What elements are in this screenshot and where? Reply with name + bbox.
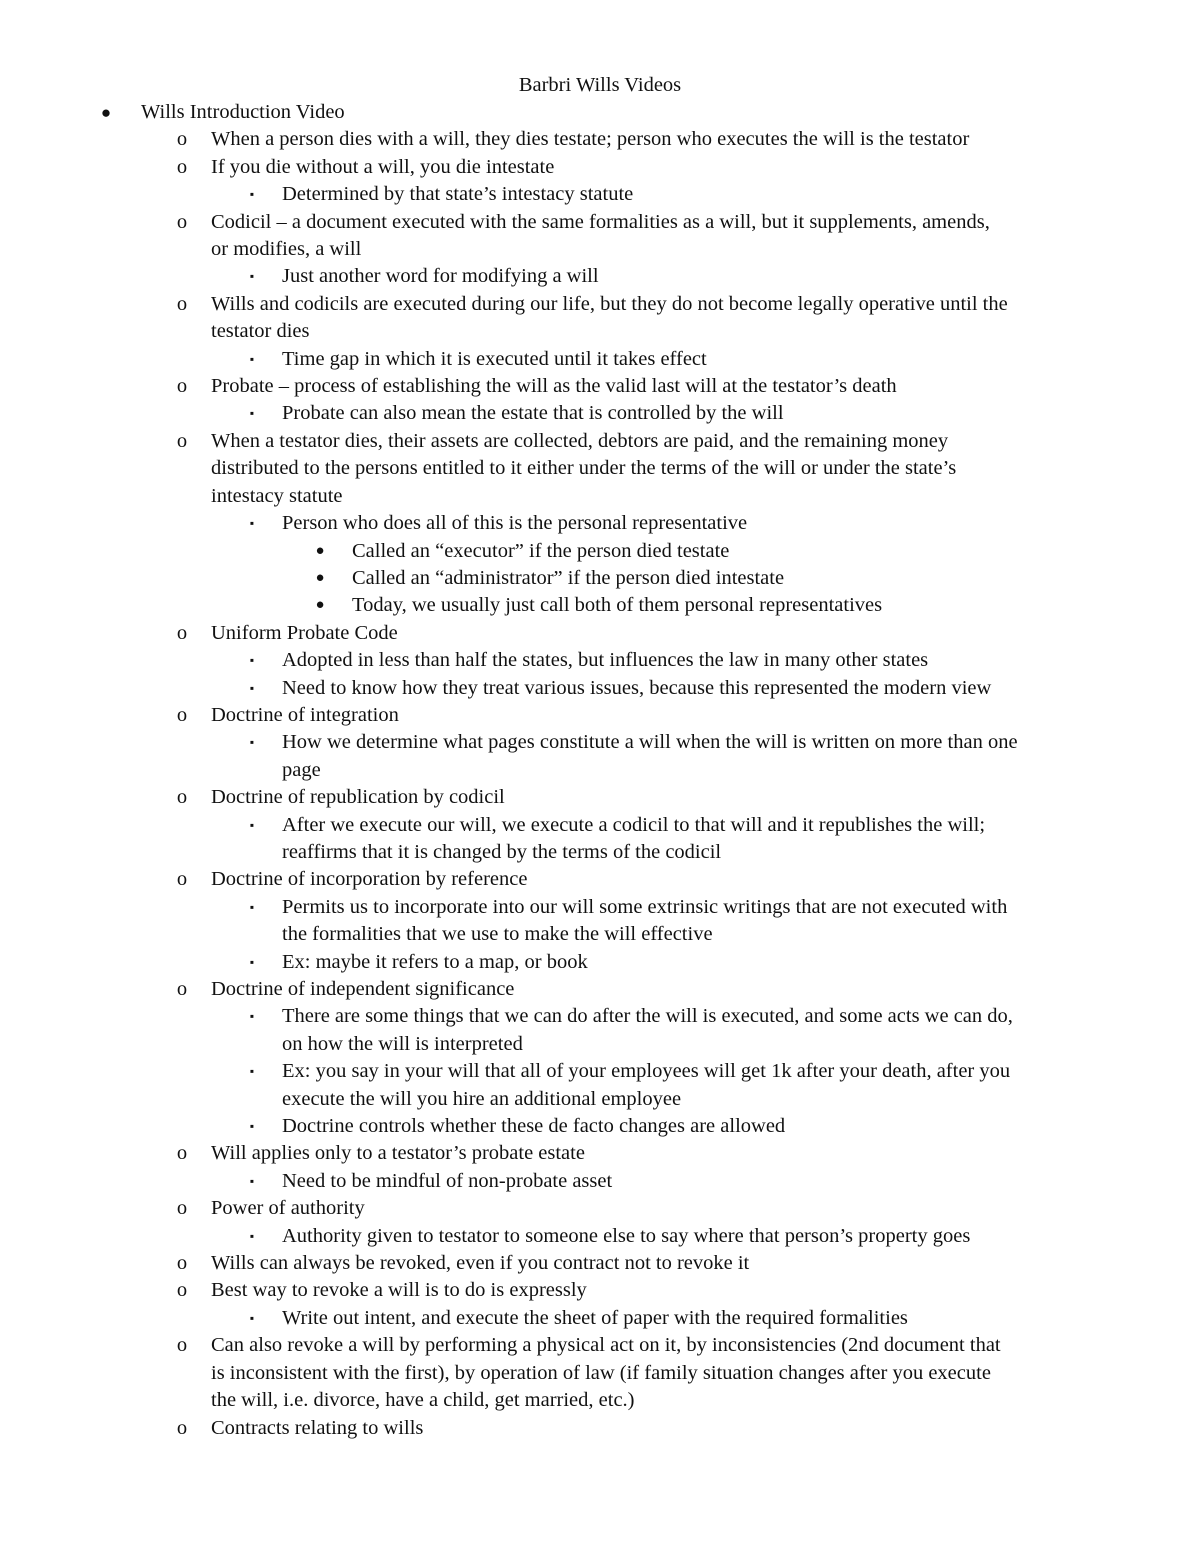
outline-item-level-4	[0, 538, 1200, 565]
outline-item-level-3	[0, 263, 1200, 290]
outline-item-text: Codicil – a document executed with the same formalities as a will, but it supplements, amends,	[211, 210, 990, 233]
bullet-icon: ●	[315, 597, 325, 614]
bullet-icon: ▪	[249, 817, 255, 832]
outline-item-text: Time gap in which it is executed until it takes effect	[282, 347, 707, 370]
outline-item-level-3	[0, 1113, 1200, 1140]
outline-item-text: Uniform Probate Code	[211, 621, 398, 644]
outline-item-text: When a testator dies, their assets are collected, debtors are paid, and the remaining money	[211, 429, 949, 452]
outline-item-text: Called an “executor” if the person died testate	[352, 539, 730, 562]
outline-item-text: Wills can always be revoked, even if you contract not to revoke it	[211, 1252, 750, 1275]
outline-item-continuation	[0, 1360, 1200, 1387]
outline-item-text: Ex: maybe it refers to a map, or book	[282, 950, 588, 973]
outline-item-text: Person who does all of this is the personal representative	[282, 512, 748, 535]
outline-item-level-3	[0, 894, 1200, 921]
bullet-icon: ▪	[249, 735, 255, 750]
outline-item-continuation	[0, 318, 1200, 345]
outline-item-text: Need to be mindful of non-probate asset	[282, 1169, 613, 1192]
outline-item-text: Need to know how they treat various issues, because this represented the modern view	[282, 676, 992, 699]
outline-item-text: the formalities that we use to make the will effective	[282, 923, 713, 946]
bullet-icon: ●	[315, 569, 325, 586]
outline-item-text: Today, we usually just call both of them personal representatives	[352, 594, 883, 617]
outline-item-level-4	[0, 565, 1200, 592]
outline-item-text: testator dies	[211, 320, 310, 343]
bullet-icon: ▪	[249, 1173, 255, 1188]
bullet-icon: o	[176, 786, 188, 809]
outline-item-level-3	[0, 1058, 1200, 1085]
outline-item-text: Permits us to incorporate into our will some extrinsic writings that are not executed with	[282, 895, 1008, 918]
bullet-icon: ▪	[249, 1310, 255, 1325]
outline-item-level-2	[0, 866, 1200, 893]
outline-item-text: Authority given to testator to someone else to say where that person’s property goes	[282, 1224, 971, 1247]
outline-item-text: Wills Introduction Video	[141, 101, 345, 123]
outline-item-continuation	[0, 483, 1200, 510]
outline-item-level-3	[0, 181, 1200, 208]
outline-item-level-2	[0, 373, 1200, 400]
outline-item-level-1	[0, 99, 1200, 126]
bullet-icon: o	[176, 1252, 188, 1275]
document-title: Barbri Wills Videos	[518, 74, 682, 96]
outline-item-level-2	[0, 1332, 1200, 1359]
bullet-icon: o	[176, 703, 188, 726]
outline-item-level-3	[0, 1305, 1200, 1332]
document-page	[0, 72, 1200, 1442]
bullet-icon: ▪	[249, 269, 255, 284]
outline-item-text: Called an “administrator” if the person died intestate	[352, 566, 785, 589]
bullet-icon: o	[176, 621, 188, 644]
outline-item-level-3	[0, 510, 1200, 537]
bullet-icon: o	[176, 292, 188, 315]
bullet-icon: o	[176, 128, 188, 151]
outline-item-text: If you die without a will, you die intestate	[211, 155, 555, 178]
outline-item-text: After we execute our will, we execute a codicil to that will and it republishes the will;	[282, 813, 986, 836]
outline-item-level-3	[0, 400, 1200, 427]
outline-item-text: distributed to the persons entitled to it either under the terms of the will or under the state’s	[211, 457, 957, 480]
outline-item-level-3	[0, 1223, 1200, 1250]
outline-list	[0, 99, 1200, 1442]
outline-item-level-2	[0, 428, 1200, 455]
outline-item-text: the will, i.e. divorce, have a child, get married, etc.)	[211, 1389, 635, 1412]
outline-item-text: Doctrine of republication by codicil	[211, 786, 505, 809]
outline-item-continuation	[0, 236, 1200, 263]
outline-item-text: Doctrine of incorporation by reference	[211, 868, 528, 891]
outline-item-text: is inconsistent with the first), by operation of law (if family situation changes after you execute	[211, 1361, 991, 1384]
outline-item-level-3	[0, 1168, 1200, 1195]
bullet-icon: ●	[315, 542, 325, 559]
outline-item-continuation	[0, 757, 1200, 784]
bullet-icon: o	[176, 868, 188, 891]
outline-item-continuation	[0, 1031, 1200, 1058]
bullet-icon: o	[176, 375, 188, 398]
outline-item-level-2	[0, 1250, 1200, 1277]
outline-item-level-3	[0, 1003, 1200, 1030]
outline-item-level-2	[0, 1277, 1200, 1304]
outline-item-text: on how the will is interpreted	[282, 1032, 523, 1055]
bullet-icon: o	[176, 978, 188, 1000]
outline-item-level-3	[0, 729, 1200, 756]
outline-item-text: Ex: you say in your will that all of your employees will get 1k after your death, after you	[282, 1060, 1011, 1083]
outline-item-text: When a person dies with a will, they dies testate; person who executes the will is the testator	[211, 128, 970, 151]
bullet-icon: ▪	[249, 680, 255, 695]
bullet-icon: ▪	[249, 1228, 255, 1243]
outline-item-text: Determined by that state’s intestacy statute	[282, 183, 634, 206]
outline-item-text: Probate can also mean the estate that is controlled by the will	[282, 402, 784, 425]
outline-item-level-3	[0, 949, 1200, 976]
outline-item-text: Doctrine controls whether these de facto changes are allowed	[282, 1115, 786, 1138]
outline-item-level-2	[0, 976, 1200, 1003]
outline-item-text: There are some things that we can do after the will is executed, and some acts we can do,	[282, 1005, 1013, 1028]
outline-item-level-2	[0, 784, 1200, 811]
bullet-icon: o	[176, 1279, 188, 1302]
bullet-icon: ▪	[249, 899, 255, 914]
bullet-icon: o	[176, 155, 188, 178]
outline-item-level-2	[0, 291, 1200, 318]
bullet-icon: o	[176, 210, 188, 233]
bullet-icon: ▪	[249, 187, 255, 202]
outline-item-text: Wills and codicils are executed during our life, but they do not become legally operative until the	[211, 292, 1008, 315]
bullet-icon: ▪	[249, 406, 255, 421]
outline-item-level-2	[0, 1195, 1200, 1222]
outline-item-level-2	[0, 1415, 1200, 1442]
outline-item-text: intestacy statute	[211, 484, 343, 507]
outline-item-level-2	[0, 1140, 1200, 1167]
outline-item-text: Power of authority	[211, 1197, 365, 1220]
bullet-icon: o	[176, 1142, 188, 1165]
outline-item-text: Adopted in less than half the states, but influences the law in many other states	[282, 649, 929, 672]
outline-item-text: Can also revoke a will by performing a physical act on it, by inconsistencies (2nd document that	[211, 1334, 1001, 1357]
outline-item-level-2	[0, 620, 1200, 647]
outline-item-level-2	[0, 154, 1200, 181]
outline-item-text: Will applies only to a testator’s probate estate	[211, 1142, 585, 1165]
outline-item-level-4	[0, 592, 1200, 619]
bullet-icon: o	[176, 1197, 188, 1220]
bullet-icon: ▪	[249, 351, 255, 366]
bullet-icon: ●	[100, 103, 112, 122]
bullet-icon: ▪	[249, 516, 255, 531]
bullet-icon: ▪	[249, 954, 255, 969]
outline-item-text: Best way to revoke a will is to do is expressly	[211, 1279, 587, 1302]
outline-item-continuation	[0, 455, 1200, 482]
outline-item-text: Write out intent, and execute the sheet of paper with the required formalities	[282, 1306, 908, 1329]
outline-item-text: reaffirms that it is changed by the terms of the codicil	[282, 840, 722, 863]
outline-item-continuation	[0, 921, 1200, 948]
bullet-icon: ▪	[249, 653, 255, 668]
outline-item-level-2	[0, 209, 1200, 236]
bullet-icon: ▪	[249, 1064, 255, 1079]
outline-item-text: Probate – process of establishing the will as the valid last will at the testator’s death	[211, 375, 897, 398]
outline-item-level-3	[0, 647, 1200, 674]
outline-item-text: How we determine what pages constitute a will when the will is written on more than one	[282, 731, 1018, 754]
outline-item-text: Doctrine of integration	[211, 703, 399, 726]
bullet-icon: o	[176, 1416, 188, 1439]
outline-item-text: or modifies, a will	[211, 238, 362, 261]
outline-item-continuation	[0, 839, 1200, 866]
outline-item-continuation	[0, 1086, 1200, 1113]
outline-item-level-2	[0, 126, 1200, 153]
outline-item-text: Doctrine of independent significance	[211, 978, 515, 1000]
outline-item-level-3	[0, 675, 1200, 702]
outline-item-text: execute the will you hire an additional employee	[282, 1087, 682, 1110]
outline-item-text: Just another word for modifying a will	[282, 265, 599, 288]
outline-item-continuation	[0, 1387, 1200, 1414]
outline-item-level-2	[0, 702, 1200, 729]
bullet-icon: o	[176, 429, 188, 452]
bullet-icon: ▪	[249, 1119, 255, 1134]
outline-item-level-3	[0, 346, 1200, 373]
outline-item-level-3	[0, 812, 1200, 839]
bullet-icon: ▪	[249, 1009, 255, 1024]
outline-item-text: Contracts relating to wills	[211, 1416, 424, 1439]
outline-item-text: page	[282, 758, 321, 781]
bullet-icon: o	[176, 1334, 188, 1357]
